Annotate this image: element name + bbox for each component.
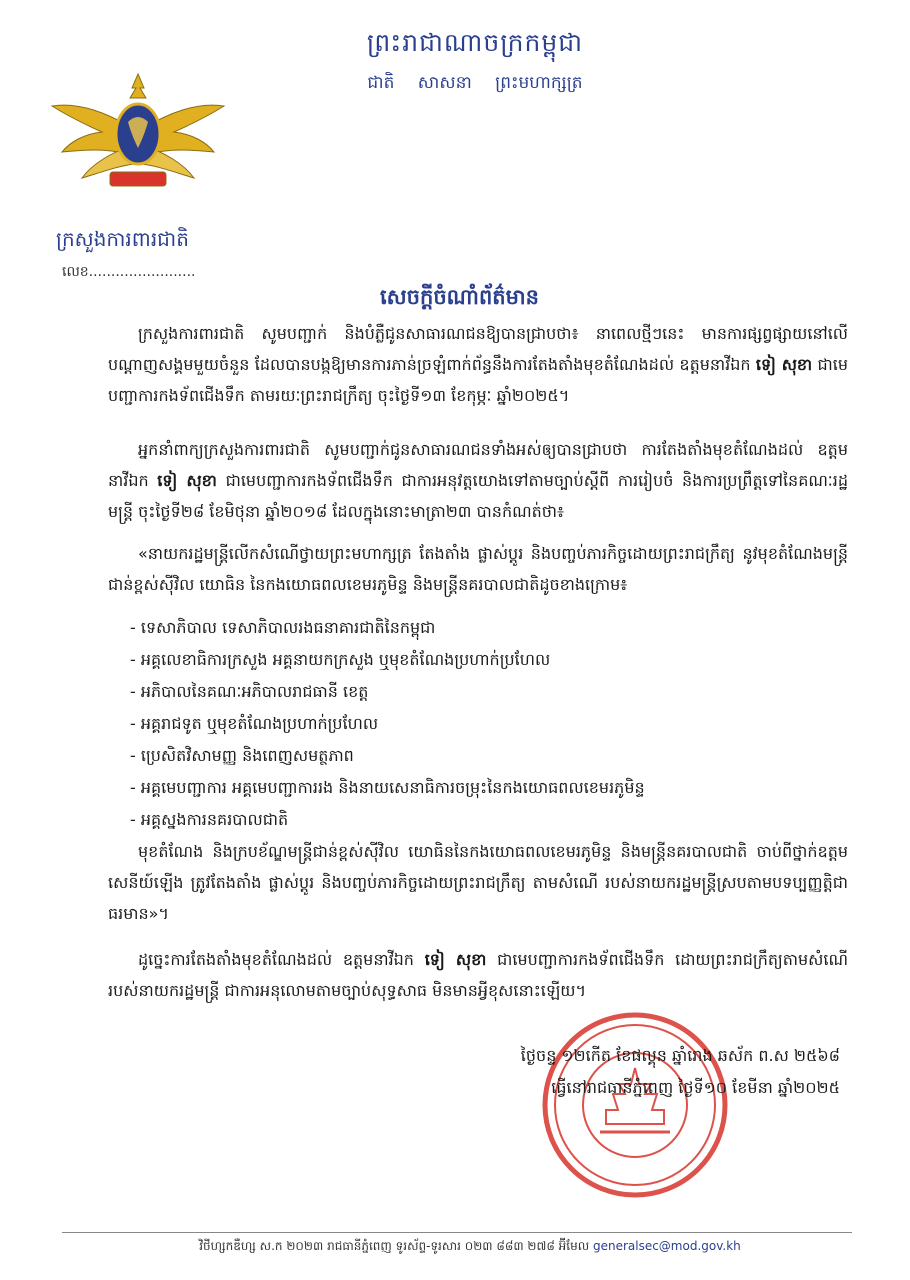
ministry-name: ក្រសួងការពារជាតិ bbox=[56, 227, 189, 251]
list-item: - អភិបាលនៃគណៈអភិបាលរាជធានី ខេត្ត bbox=[130, 676, 848, 708]
list-item: - អគ្គស្នងការនគរបាលជាតិ bbox=[130, 804, 848, 836]
paragraph-5: ដូច្នេះការតែងតាំងមុខតំណែងដល់ ឧត្តមនាវីឯក ទៀ សុខា ជាមេបញ្ជាការកងទ័ពជើងទឹក ដោយព្រះរាជក្រឹត្យតាមសំណើរបស់នាយករដ្ឋមន្ត្រី ជាការអនុលោមតាមច្បាប់សុទ្ធសាធ មិនមានអ្វីខុសនោះឡើយ។ bbox=[108, 950, 849, 1000]
list-item: - ប្រេសិតវិសាមញ្ញ និងពេញសមត្ថភាព bbox=[130, 740, 848, 772]
list-item: - អគ្គរាជទូត ឬមុខតំណែងប្រហាក់ប្រហែល bbox=[130, 708, 848, 740]
paragraph-1: ក្រសួងការពារជាតិ សូមបញ្ជាក់ និងបំភ្លឺជូនសាធារណជនឱ្យបានជ្រាបថា៖ នាពេលថ្មីៗនេះ មានការផ្សព្វផ្សាយនៅលើបណ្តាញសង្គមមួយចំនួន ដែលបានបង្កឱ្យមានការភាន់ច្រឡំពាក់ព័ន្ធនឹងការតែងតាំងមុខតំណែងដល់ ឧត្តមនាវីឯក ទៀ សុខា ជាមេបញ្ជាការកងទ័ពជើងទឹក តាមរយៈព្រះរាជក្រឹត្យ ចុះថ្ងៃទី១៣ ខែកុម្ភៈ ឆ្នាំ២០២៥។ bbox=[108, 324, 848, 405]
page-footer bbox=[100, 1238, 840, 1256]
footer-email[interactable]: generalsec@mod.gov.kh bbox=[592, 1239, 741, 1253]
official-seal bbox=[540, 1010, 730, 1200]
person-name: ទៀ សុខា bbox=[157, 471, 217, 490]
footer-divider bbox=[62, 1232, 852, 1233]
person-name: ទៀ សុខា bbox=[424, 950, 487, 969]
paragraph-4: មុខតំណែង និងក្របខ័ណ្ឌមន្ត្រីជាន់ខ្ពស់ស៊ីវិល យោធិននៃកងយោធពលខេមរភូមិន្ទ និងមន្ត្រីនគរបាលជាតិ ចាប់ពីថ្នាក់ឧត្តមសេនីយ៍ឡើង ត្រូវតែងតាំង ផ្លាស់ប្តូរ និងបញ្ចប់ភារកិច្ចដោយព្រះរាជក្រឹត្យ តាមសំណើ របស់នាយករដ្ឋមន្ត្រីស្របតាមបទប្បញ្ញត្តិជាធរមាន»។ bbox=[108, 842, 848, 923]
reference-number: លេខ........................ bbox=[62, 264, 196, 280]
paragraph-2: អ្នកនាំពាក្យក្រសួងការពារជាតិ សូមបញ្ជាក់ជូនសាធារណជនទាំងអស់ឲ្យបានជ្រាបថា ការតែងតាំងមុខតំណែងដល់ ឧត្តមនាវីឯក ទៀ សុខា ជាមេបញ្ជាការកងទ័ពជើងទឹក ជាការអនុវត្តយោងទៅតាមច្បាប់ស្តីពី ការរៀបចំ និងការប្រព្រឹត្តទៅនៃគណៈរដ្ឋមន្ត្រី ចុះថ្ងៃទី២៨ ខែមិថុនា ឆ្នាំ២០១៨ ដែលក្នុងនោះមាត្រា២៣ បានកំណត់ថា៖ bbox=[108, 440, 849, 521]
kingdom-heading: ព្រះរាជាណាចក្រកម្ពុជា bbox=[366, 28, 584, 57]
document-title: សេចក្តីចំណាំព័ត៌មាន bbox=[380, 284, 539, 309]
ministry-emblem bbox=[48, 72, 228, 202]
list-item: - អគ្គមេបញ្ជាការ អគ្គមេបញ្ជាការរង និងនាយសេនាធិការចម្រុះនៃកងយោធពលខេមរភូមិន្ទ bbox=[130, 772, 848, 804]
date-block bbox=[420, 1040, 840, 1104]
person-name: ទៀ សុខា bbox=[755, 355, 813, 374]
national-motto: ជាតិ សាសនា ព្រះមហាក្សត្រ bbox=[367, 73, 583, 93]
emblem-banner bbox=[110, 172, 166, 186]
lunar-date: ថ្ងៃចន្ទ ១២កើត ខែផល្គុន ឆ្នាំរោង ឆស័ក ព.ស ២៥៦៨ bbox=[520, 1046, 840, 1065]
position-list bbox=[108, 612, 848, 836]
crown-icon bbox=[130, 74, 146, 98]
list-item: - អគ្គលេខាធិការក្រសួង អគ្គនាយកក្រសួង ឬមុខតំណែងប្រហាក់ប្រហែល bbox=[130, 644, 848, 676]
list-item: - ទេសាភិបាល ទេសាភិបាលរងធនាគារជាតិនៃកម្ពុជា bbox=[130, 612, 848, 644]
footer-address: វិថីហ្សកឌឺហ្ស ស.ក ២០២៣ រាជធានីភ្នំពេញ ទូរស័ព្ទ-ទូរសារ ០២៣ ៨៨៣ ២៧៨ អ៊ីមែល bbox=[199, 1239, 590, 1253]
solar-date: ធ្វើនៅរាជធានីភ្នំពេញ ថ្ងៃទី១០ ខែមីនា ឆ្នាំ២០២៥ bbox=[551, 1078, 840, 1097]
paragraph-3: «នាយករដ្ឋមន្ត្រីលើកសំណើថ្វាយព្រះមហាក្សត្រ តែងតាំង ផ្លាស់ប្តូរ និងបញ្ចប់ភារកិច្ចដោយព្រះរាជក្រឹត្យ នូវមុខតំណែងមន្ត្រីជាន់ខ្ពស់ស៊ីវិល យោធិន នៃកងយោធពលខេមរភូមិន្ទ និងមន្ត្រីនគរបាលជាតិដូចខាងក្រោម៖ - ទេសាភិបាល ទេសាភិបាលរងធនាគារជាតិនៃកម្ពុជា - អគ្គលេខាធិការក្រសួង អគ្គនាយកក្រសួង ឬមុខតំណែងប្រហាក់ប្រហែល - អភិបាលនៃគណៈអភិបាលរាជធានី ខេត្ត - អគ្គរាជទូត ឬមុខតំណែងប្រហាក់ប្រហែល - ប្រេសិតវិសាមញ្ញ និងពេញសមត្ថភាព - អគ្គមេបញ្ជាការ អគ្គមេបញ្ជាការរង និងនាយសេនាធិការចម្រុះនៃកងយោធពលខេមរភូមិន្ទ - អគ្គស្នងការនគរបាលជាតិ bbox=[108, 538, 848, 836]
